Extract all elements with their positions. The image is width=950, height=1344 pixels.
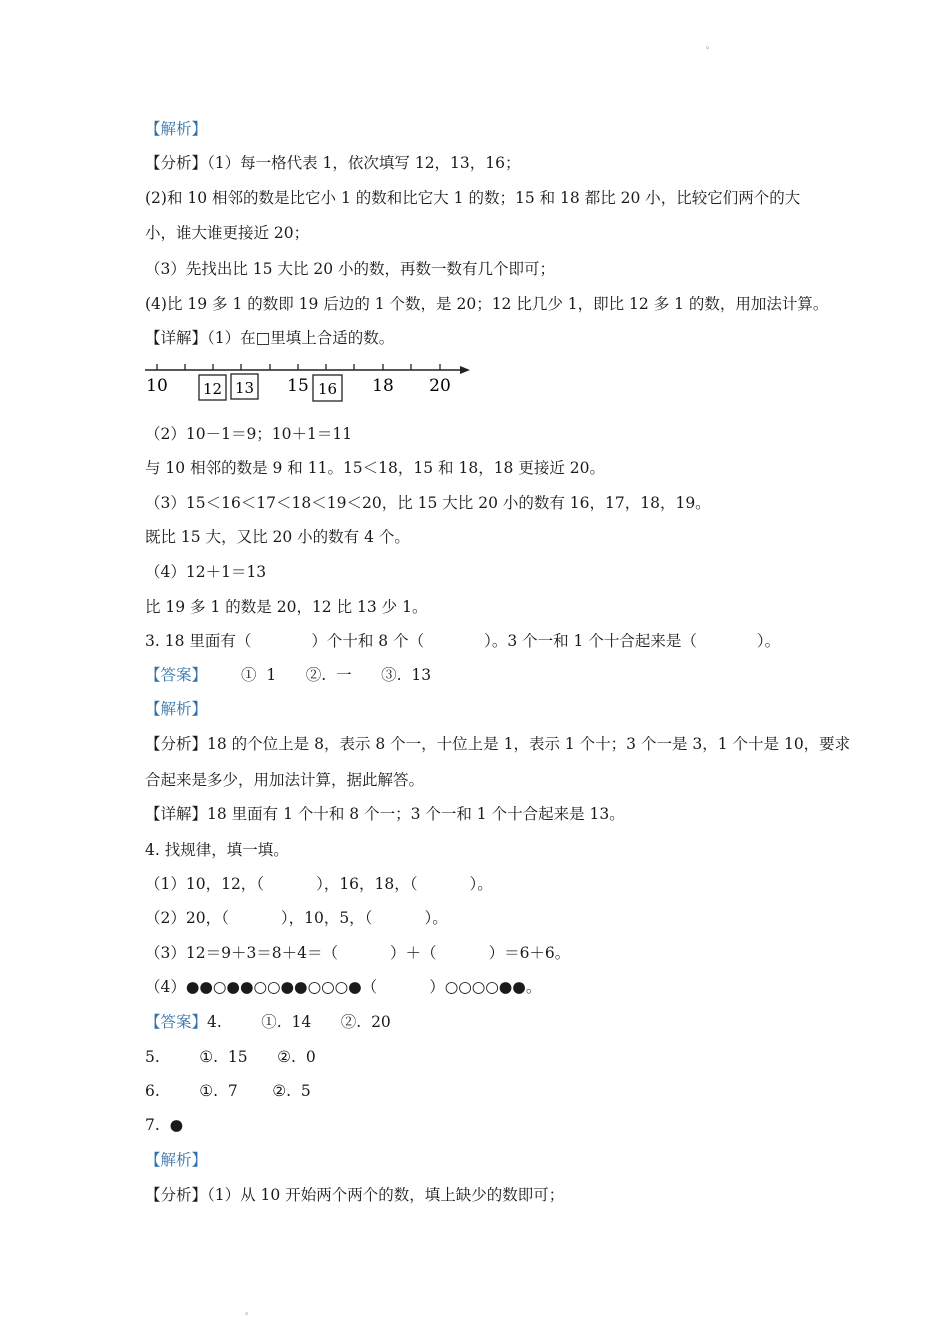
analysis-2-cont: 小，谁大谁更接近 20； [145,224,310,242]
question-4-2: （2）20，（ ），10，5，（ ）。 [145,909,448,927]
tick-label-20: 20 [429,376,451,396]
tick-label-18: 18 [372,376,394,396]
detail-1: 【详解】（1）在□里填上合适的数。 [145,329,395,347]
analysis-q4-1: 【分析】（1）从 10 开始两个两个的数，填上缺少的数即可； [145,1186,565,1204]
analysis-4: (4)比 19 多 1 的数即 19 后边的 1 个数，是 20；12 比几少 1，即比 12 多 1 的数，用加法计算。 [145,295,829,313]
footer-mark: 。 [245,1307,255,1317]
answer-5: 5. ①. 15 ②. 0 [145,1048,316,1066]
question-3: 3. 18 里面有（ ）个十和 8 个（ ）。3 个一和 1 个十合起来是（ ）。 [145,632,781,650]
corner-mark: 。 [706,41,716,51]
detail-2: （2）10－1＝9；10＋1＝11 [145,425,353,443]
analysis-q3-cont: 合起来是多少，用加法计算，据此解答。 [145,771,425,789]
question-4-3: （3）12＝9＋3＝8＋4＝（ ）＋（ ）＝6＋6。 [145,944,571,962]
detail-4: （4）12＋1＝13 [145,563,267,581]
detail-3-text: 既比 15 大，又比 20 小的数有 4 个。 [145,528,410,546]
analysis-q3: 【分析】18 的个位上是 8，表示 8 个一，十位上是 1，表示 1 个十；3 个一是 3，1 个十是 10，要求 [145,735,851,753]
answer-3: 【答案】 ① 1 ②. 一 ③. 13 [145,666,432,684]
analysis-1: 【分析】（1）每一格代表 1，依次填写 12，13，16； [145,154,521,172]
answer-box-12-label: 12 [202,380,223,398]
detail-4-text: 比 19 多 1 的数是 20，12 比 13 少 1。 [145,598,428,616]
answer-box-16-label: 16 [317,380,338,398]
number-line-figure [140,358,475,404]
analysis-tag: 【解析】 [145,120,208,138]
question-4: 4. 找规律，填一填。 [145,841,289,859]
question-4-4: （4）●●○●●○○●●○○○●（ ）○○○○●●。 [145,978,542,996]
tick-label-15: 15 [287,376,309,396]
analysis-tag-3: 【解析】 [145,700,208,718]
detail-3: （3）15＜16＜17＜18＜19＜20，比 15 大比 20 小的数有 16，17，18，19。 [145,494,711,512]
analysis-tag-4: 【解析】 [145,1151,208,1169]
analysis-3: （3）先找出比 15 大比 20 小的数，再数一数有几个即可； [145,260,556,278]
analysis-2: (2)和 10 相邻的数是比它小 1 的数和比它大 1 的数；15 和 18 都比 20 小，比较它们两个的大 [145,189,801,207]
answer-7: 7. ● [145,1116,184,1134]
answer-6: 6. ①. 7 ②. 5 [145,1082,311,1100]
answer-box-13-label: 13 [234,379,255,397]
tick-label-10: 10 [146,376,168,396]
answer-4: 【答案】4. ①. 14 ②. 20 [145,1013,391,1031]
detail-q3: 【详解】18 里面有 1 个十和 8 个一；3 个一和 1 个十合起来是 13。 [145,805,625,823]
detail-2-text: 与 10 相邻的数是 9 和 11。15＜18，15 和 18，18 更接近 20。 [145,459,605,477]
question-4-1: （1）10，12，（ ），16，18，（ ）。 [145,875,493,893]
